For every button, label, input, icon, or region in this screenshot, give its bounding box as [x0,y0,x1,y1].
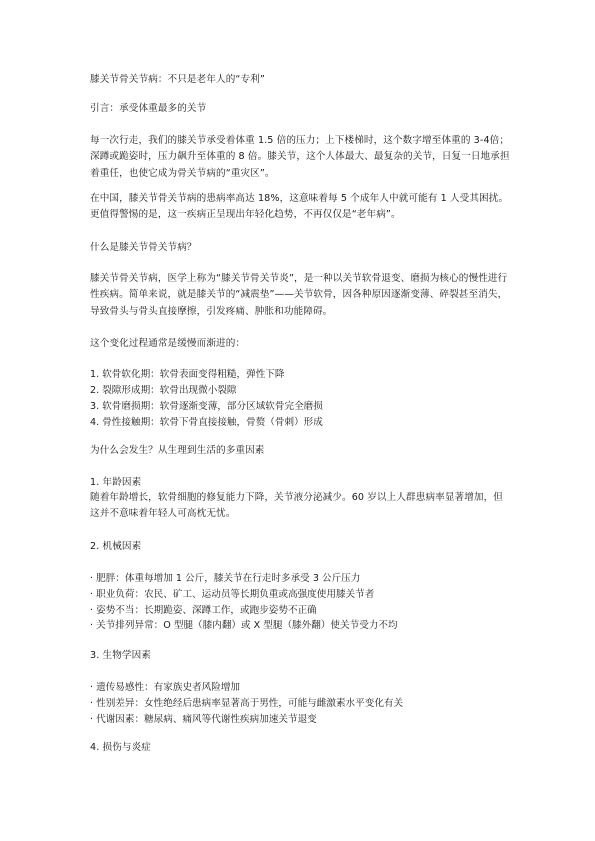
factor3-item: · 遗传易感性：有家族史者风险增加 [90,682,241,693]
stage-item: 4. 骨性接触期：软骨下骨直接接触，骨赘（骨刺）形成 [90,417,323,428]
factor2-item: · 关节排列异常：O 型腿（膝内翻）或 X 型腿（膝外翻）使关节受力不均 [90,620,398,631]
factor3-item: · 代谢因素：糖尿病、痛风等代谢性疾病加速关节退变 [90,714,317,725]
factor2-item: · 姿势不当：长期跪姿、深蹲工作，或跑步姿势不正确 [90,605,317,616]
stage-item: 2. 裂隙形成期：软骨出现微小裂隙 [90,385,237,396]
intro-paragraph-2: 在中国，膝关节骨关节病的患病率高达 18%，这意味着每 5 个成年人中就可能有 1 人受其困扰。更值得警惕的是，这一疾病正呈现出年轻化趋势，不再仅仅是“老年病”。 [90,193,509,221]
why-heading: 为什么会发生？从生理到生活的多重因素 [90,445,265,456]
factor2-item: · 肥胖：体重每增加 1 公斤，膝关节在行走时多承受 3 公斤压力 [90,573,361,584]
intro-heading: 引言：承受体重最多的关节 [90,103,207,114]
factor2-heading: 2. 机械因素 [90,541,142,552]
factor3-heading: 3. 生物学因素 [90,650,151,661]
what-heading: 什么是膝关节骨关节病？ [90,242,197,253]
factor3-item: · 性别差异：女性绝经后患病率显著高于男性，可能与雌激素水平变化有关 [90,698,404,709]
factor4-heading: 4. 损伤与炎症 [90,742,151,753]
process-intro: 这个变化过程通常是缓慢而渐进的： [90,338,246,349]
factor2-item: · 职业负荷：农民、矿工、运动员等长期负重或高强度使用膝关节者 [90,589,375,600]
factor1-heading: 1. 年龄因素 [90,477,142,488]
factor1-text: 随着年龄增长，软骨细胞的修复能力下降，关节液分泌减少。60 岁以上人群患病率显著增加，但这并不意味着年轻人可高枕无忧。 [90,492,503,520]
document-title: 膝关节骨关节病：不只是老年人的“专利” [90,74,265,85]
stage-item: 3. 软骨磨损期：软骨逐渐变薄，部分区域软骨完全磨损 [90,401,323,412]
what-paragraph: 膝关节骨关节病，医学上称为“膝关节骨关节炎”，是一种以关节软骨退变、磨损为核心的慢性进行性疾病。简单来说，就是膝关节的“减震垫”——关节软骨，因各种原因逐渐变薄、碎裂甚至消失，导致骨头与骨头直接摩擦，引发疼痛、肿胀和功能障碍。 [90,273,508,317]
stage-item: 1. 软骨软化期：软骨表面变得粗糙，弹性下降 [90,369,285,380]
intro-paragraph-1: 每一次行走，我们的膝关节承受着体重 1.5 倍的压力；上下楼梯时，这个数字增至体重的 3-4倍；深蹲或跪姿时，压力飙升至体重的 8 倍。膝关节，这个人体最大、最复杂的关节，日复一日地承担着重任，也使它成为骨关节病的“重灾区”。 [90,135,510,179]
